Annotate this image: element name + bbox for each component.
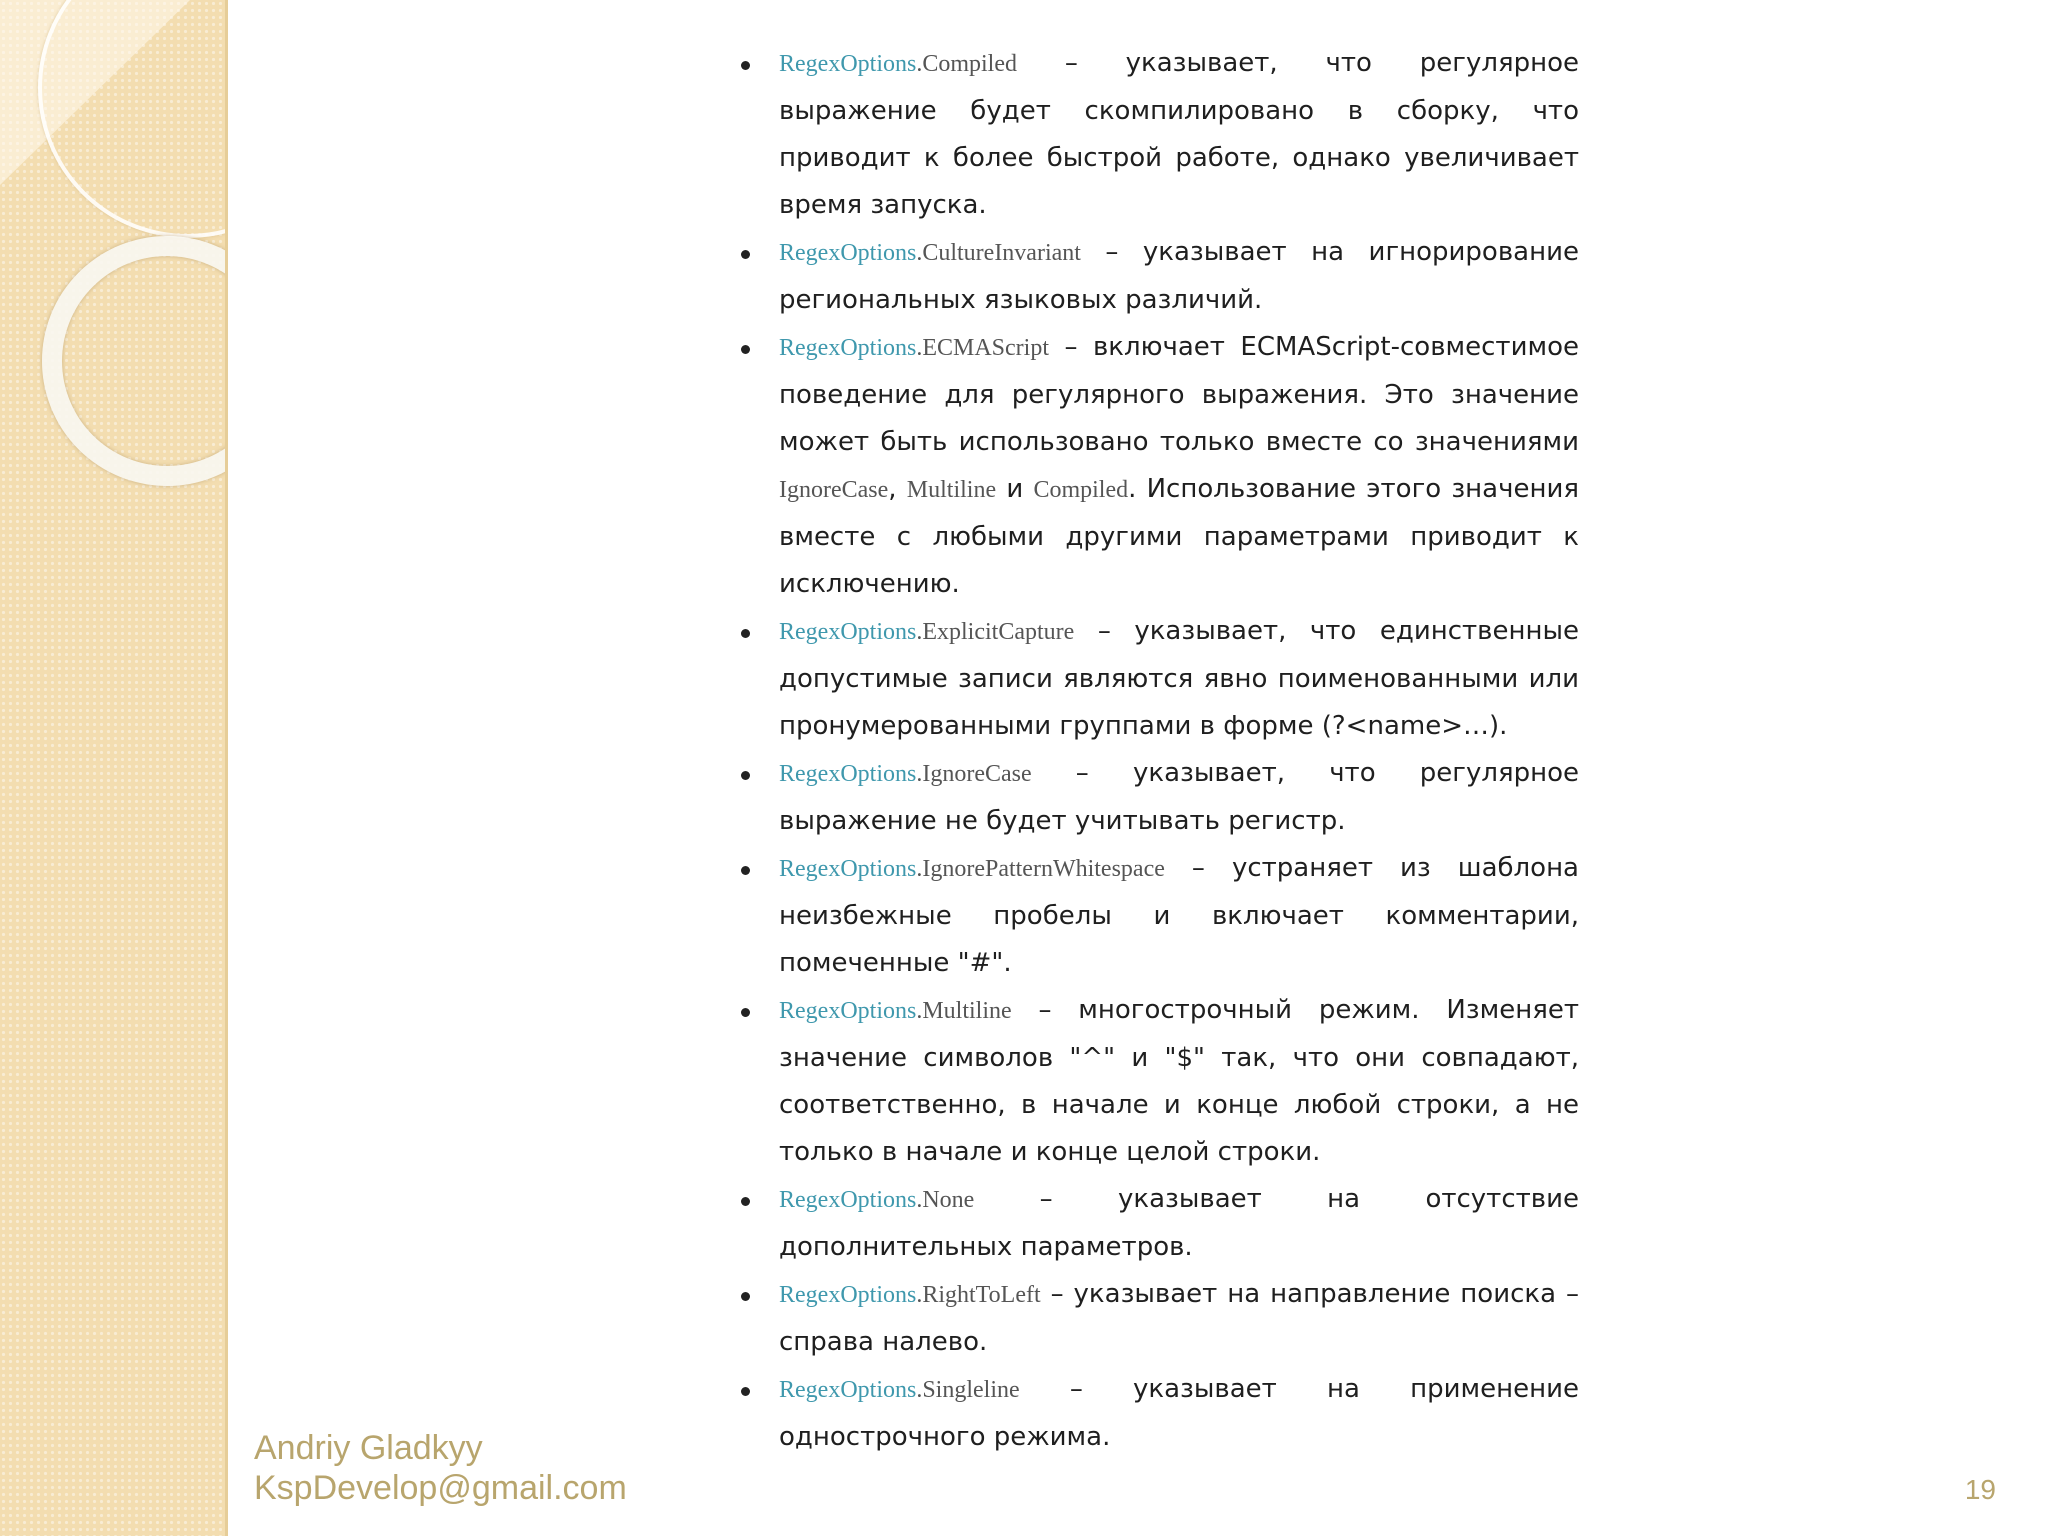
- option-description-cont: . Использование этого значения вместе с любыми другими параметрами приводит к исключению.: [779, 474, 1580, 599]
- option-description: – включает ECMAScript-совместимое поведение для регулярного выражения. Это значение может быть использовано только вместе со значениями: [779, 332, 1579, 457]
- option-description: – указывает, что регулярное выражение не будет учитывать регистр.: [779, 758, 1579, 836]
- option-keyword: RegexOptions.None: [779, 1187, 975, 1213]
- option-description: – указывает на применение однострочного режима.: [779, 1374, 1579, 1452]
- regex-options-list: [741, 40, 1579, 1461]
- option-keyword: RegexOptions.Singleline: [779, 1377, 1020, 1403]
- decorative-ring-large: [38, 0, 228, 238]
- decorative-sidebar: [0, 0, 228, 1536]
- option-keyword: RegexOptions.ExplicitCapture: [779, 619, 1075, 645]
- author-email: KspDevelop@gmail.com: [254, 1469, 627, 1507]
- list-item: [741, 845, 1579, 987]
- option-keyword: RegexOptions.Compiled: [779, 51, 1017, 77]
- option-keyword: RegexOptions.CultureInvariant: [779, 240, 1081, 266]
- list-item: [741, 750, 1579, 845]
- list-item: [741, 1271, 1579, 1366]
- decorative-ring-small: [42, 236, 228, 486]
- option-keyword: RegexOptions.IgnoreCase: [779, 761, 1032, 787]
- code-ignorecase: IgnoreCase: [779, 477, 889, 503]
- footer-author-block: [254, 1428, 627, 1508]
- code-multiline: Multiline: [906, 477, 997, 503]
- option-keyword: RegexOptions.Multiline: [779, 998, 1012, 1024]
- author-name: Andriy Gladkyy: [254, 1429, 483, 1467]
- option-keyword: RegexOptions.IgnorePatternWhitespace: [779, 856, 1165, 882]
- option-description: – многострочный режим. Изменяет значение символов "^" и "$" так, что они совпадают, соответственно, в начале и конце любой строки, а не только в начале и конце целой строки.: [779, 995, 1579, 1167]
- option-description: – указывает на направление поиска – справа налево.: [779, 1279, 1579, 1357]
- list-item: [741, 229, 1579, 324]
- list-item: [741, 987, 1579, 1176]
- list-item: [741, 40, 1579, 229]
- list-item: RegexOptions.ECMAScript – включает ECMAScript-совместимое поведение для регулярного выражения. Это значение может быть использовано только вместе со значениями IgnoreCase, Multiline и Compiled. Использование этого значения вместе с любыми другими параметрами приводит к исключению.: [741, 324, 1579, 608]
- slide-content: [741, 40, 1579, 1461]
- option-description: – указывает на игнорирование региональных языковых различий.: [779, 237, 1579, 315]
- list-item: [741, 1366, 1579, 1461]
- page-number: 19: [1964, 1474, 1996, 1505]
- option-keyword: RegexOptions.RightToLeft: [779, 1282, 1041, 1308]
- option-description: – устраняет из шаблона неизбежные пробелы и включает комментарии, помеченные "#".: [779, 853, 1579, 978]
- option-keyword: RegexOptions.ECMAScript: [779, 335, 1049, 361]
- option-description: – указывает, что регулярное выражение будет скомпилировано в сборку, что приводит к более быстрой работе, однако увеличивает время запуска.: [779, 48, 1579, 220]
- option-description: – указывает на отсутствие дополнительных параметров.: [779, 1184, 1579, 1262]
- list-item: [741, 608, 1579, 750]
- list-item: [741, 1176, 1579, 1271]
- code-compiled: Compiled: [1033, 477, 1129, 503]
- sidebar-edge: [225, 0, 228, 1536]
- option-description: – указывает, что единственные допустимые записи являются явно поименованными или пронумерованными группами в форме (?<name>…).: [779, 616, 1579, 741]
